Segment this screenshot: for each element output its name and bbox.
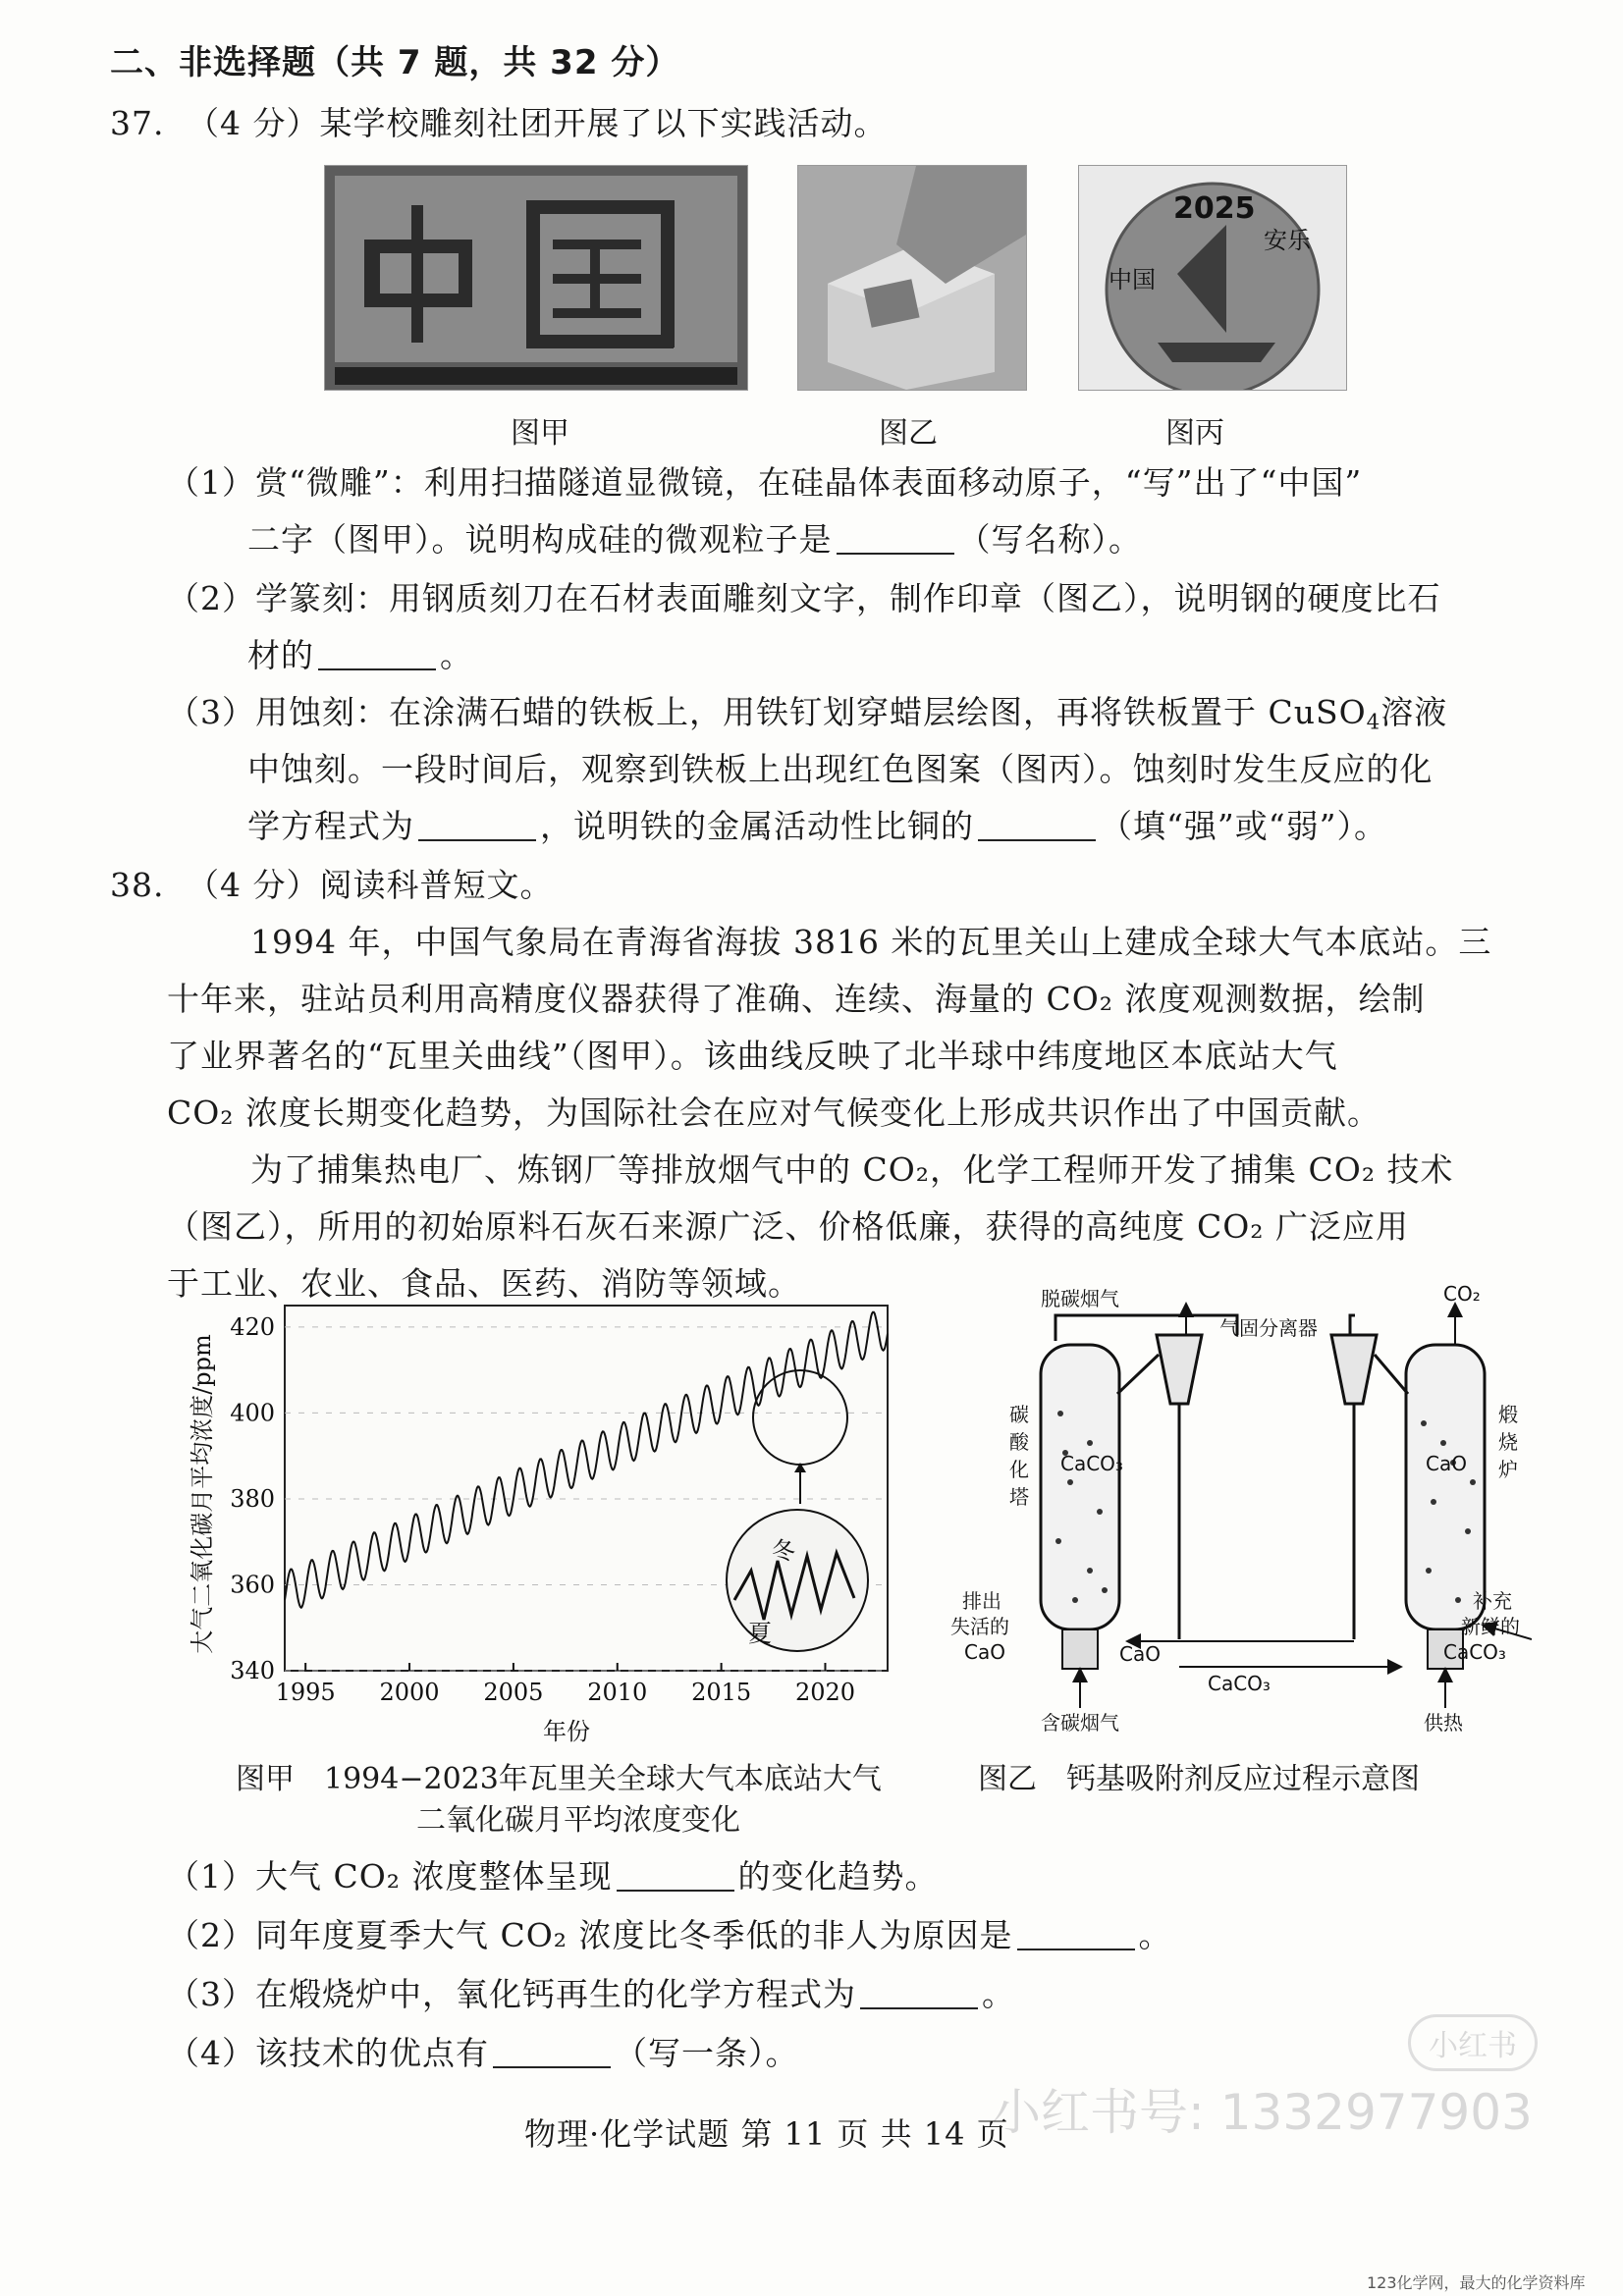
stm-image-svg (325, 166, 747, 390)
label-carbonator-4: 塔 (1009, 1485, 1029, 1509)
carbonator-tower (1041, 1345, 1119, 1629)
x-tick-label: 1995 (275, 1679, 336, 1706)
carbonator-outlet (1062, 1629, 1098, 1669)
caption-yi: 图乙 (879, 416, 938, 451)
page-footer: 物理·化学试题 第 11 页 共 14 页 (524, 2115, 1009, 2153)
q37-p2-text-b: 。 (440, 636, 473, 674)
q38-para1-line1: 1994 年，中国气象局在青海省海拔 3816 米的瓦里关山上建成全球大气本底站。三 (250, 923, 1492, 961)
q37-p1-text-b: （写名称）。 (957, 520, 1142, 559)
q37-p1-text-a: 二字（图甲）。说明构成硅的微观粒子是 (247, 520, 833, 559)
process-diagram (943, 1276, 1532, 1747)
fig-a-caption-line2: 二氧化碳月平均浓度变化 (416, 1803, 740, 1838)
q37-p2-text-a: 材的 (247, 636, 314, 674)
annotation-winter: 冬 (772, 1537, 795, 1565)
annotation-summer: 夏 (748, 1620, 772, 1647)
coin-left-text: 中国 (1109, 266, 1156, 294)
answer-blank-4[interactable] (978, 810, 1096, 841)
coin-side-text: 安乐 (1264, 227, 1311, 254)
calciner-furnace (1406, 1345, 1485, 1629)
y-tick-label: 380 (230, 1484, 275, 1513)
label-replenish-3: CaCO₃ (1443, 1640, 1506, 1664)
x-tick-label: 2010 (587, 1679, 648, 1706)
pipe-to-right-separator (1375, 1355, 1408, 1394)
q38-sub1-text-a: （1）大气 CO₂ 浓度整体呈现 (167, 1857, 613, 1896)
q38-intro: （4 分）阅读科普短文。 (187, 866, 554, 904)
chart-y-label: 大气二氧化碳月平均浓度/ppm (189, 1334, 216, 1654)
q38-para2-line2: （图乙），所用的初始原料石灰石来源广泛、价格低廉，获得的高纯度 CO₂ 广泛应用 (167, 1207, 1410, 1246)
q38-sub1-text-b: 的变化趋势。 (737, 1857, 939, 1896)
label-heat: 供热 (1424, 1711, 1463, 1735)
carving-photo (797, 165, 1027, 391)
label-decarb-gas: 脱碳烟气 (1041, 1287, 1119, 1310)
answer-blank-7[interactable] (860, 1978, 978, 2009)
label-carbon-gas: 含碳烟气 (1041, 1711, 1119, 1735)
label-caco3-flow: CaCO₃ (1208, 1672, 1271, 1695)
label-replenish-2: 新鲜的 (1461, 1615, 1520, 1638)
answer-blank-2[interactable] (318, 639, 436, 670)
q37-p3-line2: 中蚀刻。一段时间后，观察到铁板上出现红色图案（图丙）。蚀刻时发生反应的化 (247, 750, 1434, 788)
label-carbonator-3: 化 (1009, 1458, 1029, 1481)
etched-coin-photo (1078, 165, 1347, 391)
label-cao-inner: CaO (1426, 1452, 1467, 1475)
label-discharge-1: 排出 (962, 1589, 1001, 1613)
gas-pipe-right (1350, 1315, 1355, 1335)
q37-p1-line1: （1）赏“微雕”：利用扫描隧道显微镜，在硅晶体表面移动原子，“写”出了“中国” (167, 463, 1363, 502)
answer-blank-6[interactable] (1017, 1919, 1135, 1950)
x-tick-label: 2000 (379, 1679, 440, 1706)
q37-p3-subscript: 4 (1366, 710, 1381, 735)
label-carbonator-1: 碳 (1009, 1403, 1029, 1426)
q38-para2-line1: 为了捕集热电厂、炼钢厂等排放烟气中的 CO₂，化学工程师开发了捕集 CO₂ 技术 (250, 1150, 1454, 1189)
fig-a-caption-line1: 图甲 1994−2023年瓦里关全球大气本底站大气 (236, 1762, 882, 1796)
label-discharge-2: 失活的 (950, 1615, 1009, 1638)
answer-blank-8[interactable] (493, 2037, 611, 2068)
q37-number: 37. (110, 104, 165, 142)
answer-blank-1[interactable] (837, 523, 954, 555)
q37-p3-text-a: （3）用蚀刻：在涂满石蜡的铁板上，用铁钉划穿蜡层绘图，再将铁板置于 CuSO (167, 693, 1367, 731)
coin-year: 2025 (1173, 191, 1256, 226)
q37-p3-text-3c: （填“强”或“弱”）。 (1100, 807, 1387, 845)
x-tick-label: 2015 (691, 1679, 752, 1706)
carving-photo-svg (798, 166, 1026, 390)
stm-image (324, 165, 748, 391)
q38-sub2-text-b: 。 (1138, 1916, 1172, 1954)
caption-bing: 图丙 (1165, 416, 1224, 451)
q38-sub1 (167, 1855, 939, 1898)
q37-p1-line2 (247, 518, 1142, 561)
q37-p3-text-3a: 学方程式为 (247, 807, 414, 845)
fig-b-caption: 图乙 钙基吸附剂反应过程示意图 (978, 1762, 1420, 1796)
q38-sub2 (167, 1914, 1172, 1957)
q37-p2-line1: （2）学篆刻：用钢质刻刀在石材表面雕刻文字，制作印章（图乙），说明钢的硬度比石 (167, 579, 1441, 617)
watermark-badge: 小红书 (1408, 2014, 1538, 2071)
site-watermark: 123化学网，最大的化学资料库 (1367, 2273, 1586, 2292)
q38-sub4-text-a: （4）该技术的优点有 (167, 2034, 489, 2072)
label-separator: 气固分离器 (1219, 1316, 1318, 1340)
q38-sub2-text-a: （2）同年度夏季大气 CO₂ 浓度比冬季低的非人为原因是 (167, 1916, 1013, 1954)
label-replenish-1: 补充 (1473, 1589, 1512, 1613)
q38-sub4 (167, 2032, 799, 2075)
x-tick-label: 2020 (794, 1679, 856, 1706)
x-tick-label: 2005 (483, 1679, 544, 1706)
q38-sub3-text-a: （3）在煅烧炉中，氧化钙再生的化学方程式为 (167, 1975, 856, 2013)
q37-p3-line3 (247, 805, 1387, 848)
q38-para1-line4: CO₂ 浓度长期变化趋势，为国际社会在应对气候变化上形成共识作出了中国贡献。 (167, 1094, 1381, 1132)
q37-intro: （4 分）某学校雕刻社团开展了以下实践活动。 (187, 104, 888, 142)
answer-blank-3[interactable] (418, 810, 536, 841)
label-calciner-3: 炉 (1498, 1458, 1518, 1481)
separator-left (1157, 1335, 1202, 1404)
answer-blank-5[interactable] (617, 1860, 734, 1892)
chart-x-label: 年份 (543, 1718, 590, 1745)
y-tick-label: 340 (230, 1657, 275, 1684)
separator-right (1331, 1335, 1377, 1404)
label-carbonator-2: 酸 (1009, 1430, 1029, 1454)
y-tick-label: 420 (230, 1312, 275, 1341)
label-discharge-3: CaO (964, 1640, 1005, 1664)
co2-chart (177, 1276, 923, 1757)
gas-pipe-left (1055, 1315, 1237, 1341)
pipe-to-left-separator (1117, 1355, 1159, 1394)
watermark-id: 小红书号: 1332977903 (992, 2084, 1533, 2141)
label-calciner-2: 烧 (1498, 1430, 1518, 1454)
q38-para1-line2: 十年来，驻站员利用高精度仪器获得了准确、连续、海量的 CO₂ 浓度观测数据，绘制 (167, 980, 1426, 1018)
q37-p3-text-c: 溶液 (1380, 693, 1448, 731)
q38-para1-line3: 了业界著名的“瓦里关曲线”（图甲）。该曲线反映了北半球中纬度地区本底站大气 (167, 1037, 1338, 1075)
q37-p3-line1 (167, 691, 1447, 744)
label-calciner-1: 煅 (1498, 1403, 1518, 1426)
q38-sub3-text-b: 。 (982, 1975, 1015, 2013)
label-cao-flow: CaO (1119, 1642, 1161, 1666)
q38-para2-line3: 于工业、农业、食品、医药、消防等领域。 (167, 1264, 801, 1303)
section-heading: 二、非选择题（共 7 题，共 32 分） (110, 43, 680, 82)
q37-p2-line2 (247, 634, 473, 677)
q38-number: 38. (110, 866, 165, 904)
q37-p3-text-3b: ，说明铁的金属活动性比铜的 (540, 807, 974, 845)
label-caco3-inner: CaCO₃ (1060, 1452, 1123, 1475)
y-tick-label: 400 (230, 1399, 275, 1427)
q38-sub3 (167, 1973, 1015, 2016)
y-tick-label: 360 (230, 1571, 275, 1599)
label-co2-out: CO₂ (1443, 1282, 1481, 1306)
caption-jia: 图甲 (511, 416, 569, 451)
q38-sub4-text-b: （写一条）。 (615, 2034, 799, 2072)
